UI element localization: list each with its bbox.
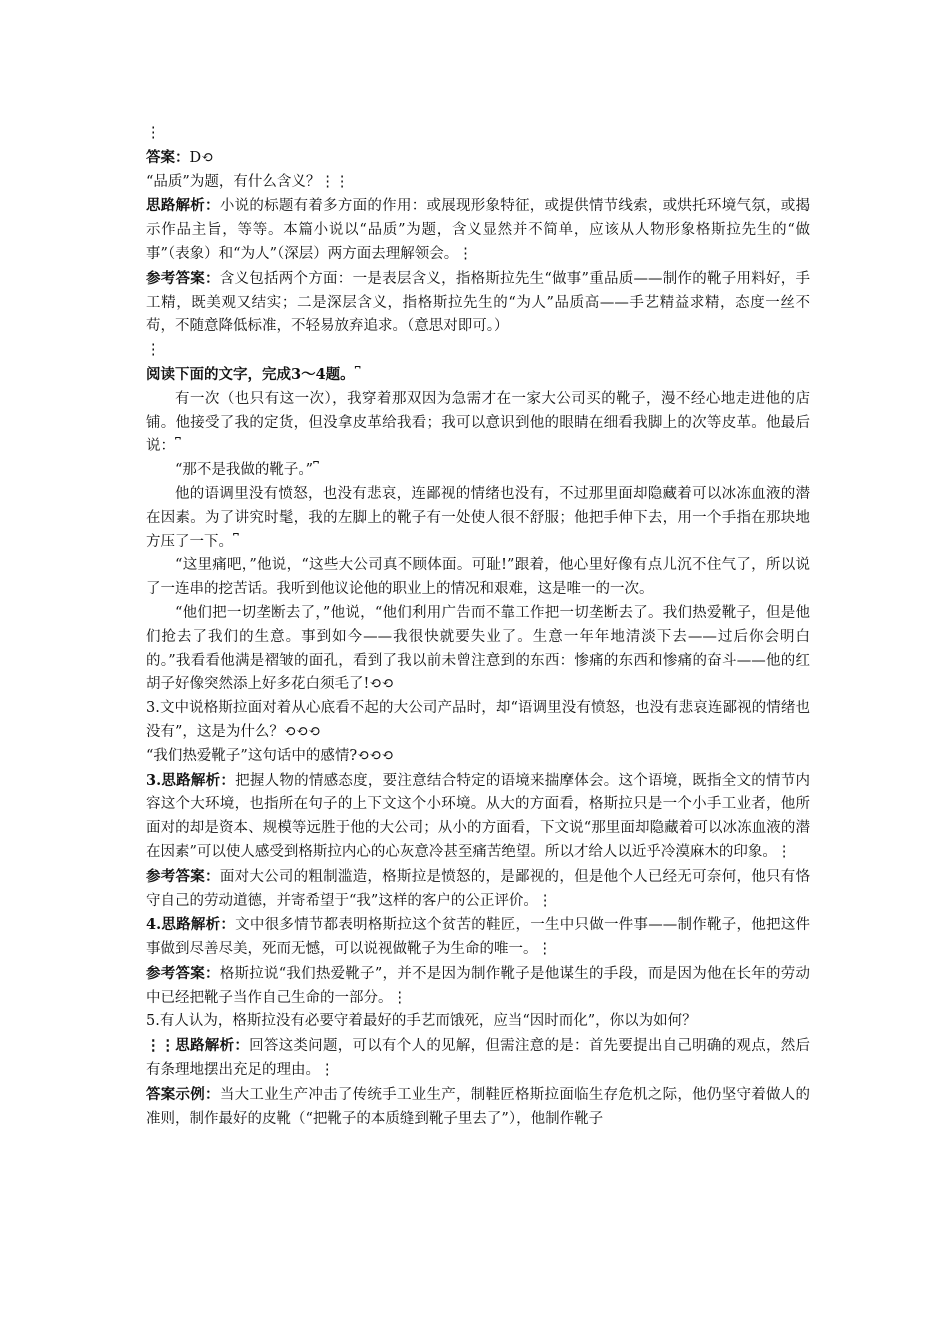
paragraph-label: 参考答案： (146, 867, 220, 885)
paragraph (146, 146, 810, 171)
paragraph-text: 回答这类问题，可以有个人的见解，但需注意的是：首先要提出自己明确的观点，然后有条理地摆出充足的理由。⋮ (146, 1038, 811, 1079)
paragraph-text: “那不是我做的靴子。”⎴ (175, 462, 319, 479)
paragraph (146, 194, 810, 266)
paragraph-label: 答案： (146, 148, 190, 166)
paragraph (146, 122, 810, 146)
paragraph (146, 962, 810, 1011)
paragraph-text: 有一次（也只有这一次），我穿着那双因为急需才在一家大公司买的靴子，漫不经心地走进他的店铺。他接受了我的定货，但没拿皮革给我看；我可以意识到他的眼睛在细看我脚上的次等皮革。他最后说：⎴ (146, 390, 810, 455)
paragraph-label: 答案示例： (146, 1085, 220, 1103)
paragraph (146, 1083, 810, 1132)
paragraph-label: 参考答案： (146, 269, 220, 287)
paragraph-label: 思路解析： (146, 197, 220, 215)
paragraph-text: 含义包括两个方面：一是表层含义，指格斯拉先生“做事”重品质——制作的靴子用料好，手工精，既美观又结实；二是深层含义，指格斯拉先生的“为人”品质高——手艺精益求精，态度一丝不苟，不随意降低标准，不轻易放弃追求。（意思对即可。） (146, 270, 811, 335)
paragraph (146, 363, 810, 388)
paragraph-label: ⋮⋮思路解析： (146, 1037, 250, 1055)
paragraph-label: 4.思路解析： (146, 916, 236, 934)
paragraph-text: “品质”为题，有什么含义？⋮⋮ (146, 173, 350, 190)
paragraph-text: ⋮ (146, 125, 161, 141)
paragraph-text: D⟲ (189, 149, 214, 166)
paragraph (146, 554, 810, 602)
paragraph (146, 1034, 810, 1083)
paragraph-text: 把握人物的情感态度，要注意结合特定的语境来揣摩体会。这个语境，既指全文的情节内容这个大环境，也指所在句子的上下文这个小环境。从大的方面看，格斯拉只是一个小手工业者，他所面对的却是资本、规模等远胜于他的大公司；从小的方面看，下文说“那里面却隐藏着可以冰冻血液的潜在因素”可以使人感受到格斯拉内心的心灰意冷甚至痛苦绝望。所以才给人以近乎冷漠麻木的印象。⋮ (146, 772, 810, 860)
paragraph-text: 3.文中说格斯拉面对着从心底看不起的大公司产品时，却“语调里没有愤怒，也没有悲哀连鄙视的情绪也没有”，这是为什么？⟲⟲⟲ (146, 700, 810, 740)
paragraph (146, 602, 810, 697)
document-page (146, 122, 810, 1131)
paragraph-text: “我们热爱靴子”这句话中的感情?⟲⟲⟲ (146, 747, 394, 764)
paragraph-text: 当大工业生产冲击了传统手工业生产，制鞋匠格斯拉面临生存危机之际，他仍坚守着做人的准则，制作最好的皮靴（“把靴子的本质缝到靴子里去了”），他制作靴子 (146, 1086, 811, 1127)
paragraph (146, 865, 810, 914)
paragraph-text: 小说的标题有着多方面的作用：或展现形象特征，或提供情节线索，或烘托环境气氛，或揭示作品主旨，等等。本篇小说以“品质”为题，含义显然并不简单，应该从人物形象格斯拉先生的“做事”（表象）和“为人”（深层）两方面去理解领会。⋮ (146, 198, 811, 262)
paragraph-text: “他们把一切垄断去了，”他说，“他们利用广告而不靠工作把一切垄断去了。我们热爱靴子，但是他们抢去了我们的生意。事到如今——我很快就要失业了。生意一年年地清淡下去——过后你会明白的。”我看看他满是褶皱的面孔，看到了我以前未曾注意到的东西：惨痛的东西和惨痛的奋斗——他的红胡子好像突然添上好多花白须毛了!⟲⟲ (146, 604, 810, 693)
paragraph-text: 文中很多情节都表明格斯拉这个贫苦的鞋匠，一生中只做一件事——制作靴子，他把这件事做到尽善尽美，死而无憾，可以说视做靴子为生命的唯一。⋮ (146, 917, 810, 958)
paragraph (146, 697, 810, 745)
paragraph (146, 267, 810, 339)
paragraph (146, 171, 810, 195)
paragraph (146, 745, 810, 769)
paragraph (146, 483, 810, 554)
paragraph (146, 459, 810, 483)
paragraph (146, 913, 810, 962)
paragraph-text: “这里痛吧，”他说，“这些大公司真不顾体面。可耻!”跟着，他心里好像有点儿沉不住气了，所以说了一连串的挖苦话。我听到他议论他的职业上的情况和艰难，这是唯一的一次。 (146, 557, 810, 598)
paragraph (146, 388, 810, 459)
paragraph-text: ⋮ (146, 342, 161, 359)
paragraph-text: 面对大公司的粗制滥造，格斯拉是愤怒的，是鄙视的，但是他个人已经无可奈何，他只有恪守自己的劳动道德，并寄希望于“我”这样的客户的公正评价。⋮ (146, 868, 811, 909)
paragraph-text: 格斯拉说“我们热爱靴子”，并不是因为制作靴子是他谋生的手段，而是因为他在长年的劳动中已经把靴子当作自己生命的一部分。⋮ (146, 965, 811, 1006)
paragraph-label: 阅读下面的文字，完成3～4题。 (146, 365, 355, 383)
paragraph (146, 1010, 810, 1034)
paragraph-text: ⎴ (354, 366, 361, 383)
paragraph (146, 339, 810, 363)
paragraph-label: 3.思路解析： (146, 771, 236, 789)
paragraph-text: 他的语调里没有愤怒，也没有悲哀，连鄙视的情绪也没有，不过那里面却隐藏着可以冰冻血液的潜在因素。为了讲究时髦，我的左脚上的靴子有一处使人很不舒服；他把手伸下去，用一个手指在那块地方压了一下。⎴ (146, 485, 810, 550)
paragraph (146, 769, 810, 865)
paragraph-label: 参考答案： (146, 964, 220, 982)
paragraph-text: 5.有人认为，格斯拉没有必要守着最好的手艺而饿死，应当“因时而化”，你以为如何？ (146, 1013, 697, 1030)
